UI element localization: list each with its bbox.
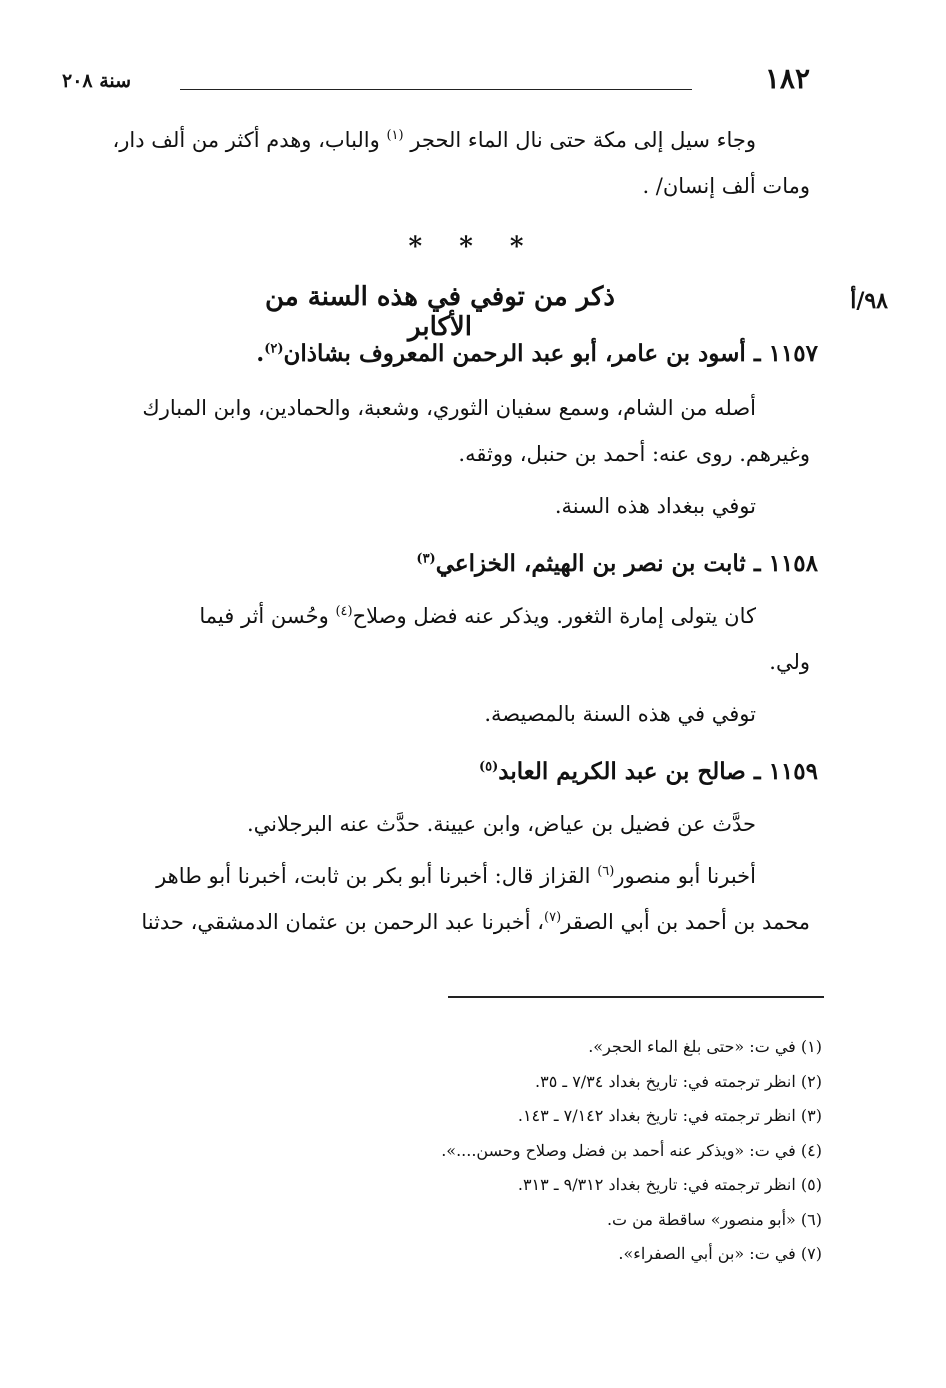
footnote-separator: [448, 996, 824, 998]
entry-1158-line-1: [199, 604, 756, 628]
entry-1157-line-1: أصله من الشام، وسمع سفيان الثوري، وشعبة، والحمادين، وابن المبارك: [142, 396, 756, 420]
footnote-4: (٤) في ت: «ويذكر عنه أحمد بن فضل وصلاح وحسن....».: [441, 1140, 822, 1160]
entry-heading-1158: [416, 550, 818, 577]
entry-heading-1157: [256, 340, 818, 367]
running-header: [62, 62, 810, 98]
footnote-ref: (٦): [597, 864, 615, 879]
footnote-2: (٢) انظر ترجمته في: تاريخ بغداد ٧/٣٤ ـ ٣٥.: [535, 1071, 822, 1091]
entry-1157-line-2: وغيرهم. روى عنه: أحمد بن حنبل، ووثقه.: [458, 442, 810, 466]
footnote-ref: (٥): [478, 759, 499, 775]
intro-line-1: [112, 128, 756, 152]
footnote-ref: (١): [386, 128, 404, 143]
intro-text-a: وجاء سيل إلى مكة حتى نال الماء الحجر: [410, 128, 756, 152]
entry-heading-text: ١١٥٨ ـ ثابت بن نصر بن الهيثم، الخزاعي: [435, 550, 818, 577]
section-divider-stars: * * *: [408, 232, 538, 262]
entry-heading-text: ١١٥٧ ـ أسود بن عامر، أبو عبد الرحمن المعروف بشاذان: [283, 340, 818, 367]
entry-1158-line-2: ولي.: [769, 650, 810, 674]
footnote-7: (٧) في ت: «بن أبي الصفراء».: [618, 1244, 822, 1263]
intro-text-b: والباب، وهدم أكثر من ألف دار،: [112, 128, 380, 152]
footnote-1: (١) في ت: «حتى بلغ الماء الحجر».: [588, 1037, 822, 1056]
footnote-ref: (٧): [544, 910, 562, 925]
intro-line-2: ومات ألف إنسان/ .: [642, 174, 810, 198]
entry-1159-line-1: حدَّث عن فضيل بن عياض، وابن عيينة. حدَّث عنه البرجلاني.: [247, 812, 756, 836]
entry-1159-line-2: [156, 864, 756, 888]
entry-text-b: وحُسن أثر فيما: [199, 604, 329, 628]
entry-heading-text: ١١٥٩ ـ صالح بن عبد الكريم العابد: [498, 758, 818, 785]
running-title: سنة ٢٠٨: [62, 70, 132, 92]
footnote-ref: (٤): [335, 604, 353, 619]
entry-text-a: كان يتولى إمارة الثغور. ويذكر عنه فضل وصلاح: [352, 604, 756, 628]
manuscript-folio-marker: ٩٨/أ: [850, 288, 888, 314]
page-number: ١٨٢: [764, 62, 810, 95]
footnote-3: (٣) انظر ترجمته في: تاريخ بغداد ٧/١٤٢ ـ ١٤٣.: [517, 1106, 822, 1125]
entry-text-b: القزاز قال: أخبرنا أبو بكر بن ثابت، أخبرنا أبو طاهر: [156, 864, 591, 888]
header-rule: [180, 89, 692, 90]
entry-text-a: أخبرنا أبو منصور: [614, 864, 756, 888]
entry-1157-line-3: توفي ببغداد هذه السنة.: [554, 494, 756, 518]
entry-1158-line-3: توفي في هذه السنة بالمصيصة.: [484, 702, 756, 726]
entry-text-a: محمد بن أحمد بن أبي الصقر: [561, 910, 810, 934]
footnote-ref: (٢): [264, 341, 284, 357]
entry-heading-end: .: [256, 340, 265, 367]
entry-1159-line-3: [141, 910, 810, 934]
entry-text-b: ، أخبرنا عبد الرحمن بن عثمان الدمشقي، حدثنا: [141, 910, 545, 934]
section-title: ذكر من توفي في هذه السنة من الأكابر: [264, 282, 616, 342]
footnotes: [362, 1030, 822, 1272]
footnote-5: (٥) انظر ترجمته في: تاريخ بغداد ٩/٣١٢ ـ ٣١٣.: [517, 1175, 822, 1194]
footnote-6: (٦) «أبو منصور» ساقطة من ت.: [606, 1209, 822, 1229]
footnote-ref: (٣): [416, 551, 436, 567]
entry-heading-1159: [479, 758, 818, 785]
